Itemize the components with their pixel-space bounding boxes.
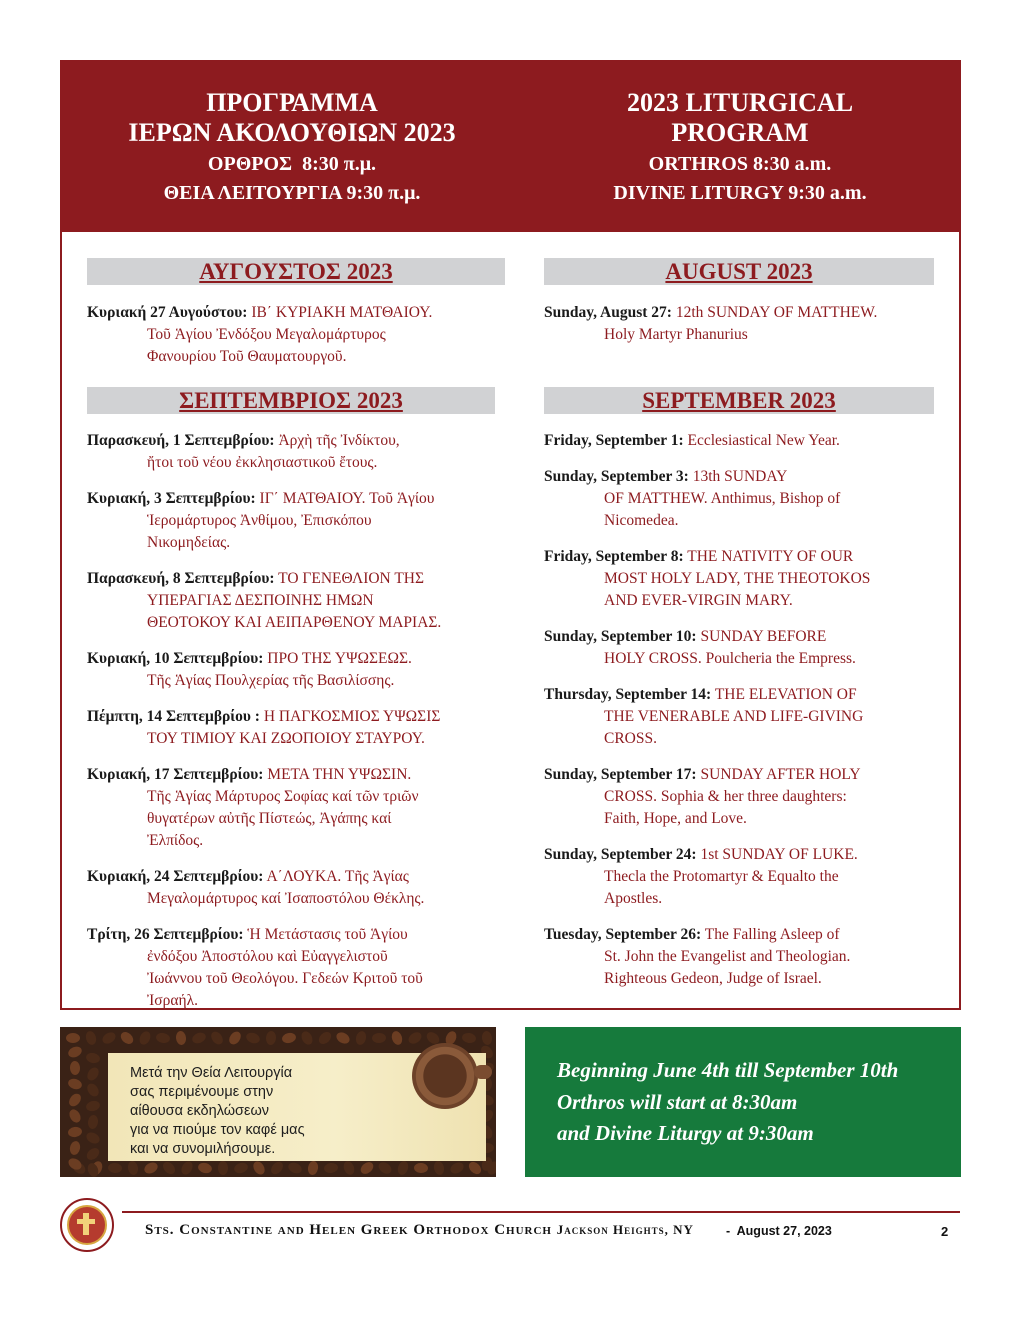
coffee-line: και να συνομιλήσουμε. — [130, 1141, 276, 1157]
coffee-line: αίθουσα εκδηλώσεων — [130, 1103, 270, 1119]
entry-detail-line: Nicomedea. — [604, 512, 679, 529]
banner-english-title-line2: PROGRAM — [671, 118, 809, 147]
entry-detail-line: ἐνδόξου Ἀποστόλου καὶ Εὐαγγελιστοῦ — [147, 948, 388, 965]
program-banner — [62, 62, 959, 232]
schedule-entry — [544, 626, 944, 670]
entry-detail-line: Φανουρίου Τοῦ Θαυματουργοῦ. — [147, 348, 347, 365]
entry-detail-line: Ἰσραήλ. — [147, 992, 198, 1009]
schedule-entry — [544, 684, 944, 750]
entry-date: Sunday, September 3: — [544, 468, 689, 485]
entry-detail-line: Τῆς Ἁγίας Πουλχερίας τῆς Βασιλίσσης. — [147, 672, 395, 689]
schedule-entry — [544, 924, 944, 990]
english-september-events — [544, 430, 944, 1004]
schedule-entry — [544, 302, 944, 346]
entry-detail-line: Apostles. — [604, 890, 663, 907]
entry-detail-line: AND EVER-VIRGIN MARY. — [604, 592, 793, 609]
entry-date: Παρασκευή, 1 Σεπτεμβρίου: — [87, 432, 275, 449]
banner-greek-orthros: ΟΡΘΡΟΣ 8:30 π.μ. — [207, 153, 377, 175]
schedule-entry — [87, 430, 507, 474]
coffee-line: σας περιμένουμε στην — [130, 1084, 274, 1100]
notice-line: Orthros will start at 8:30am — [557, 1089, 798, 1114]
coffee-cup-handle-icon — [474, 1065, 492, 1079]
footer-date: - August 27, 2023 — [726, 1224, 832, 1238]
entry-feast: Η ΠΑΓΚΟΣΜΙΟΣ ΥΨΩΣΙΣ — [259, 708, 441, 725]
entry-date: Κυριακή 27 Αυγούστου: — [87, 304, 248, 321]
entry-date: Friday, September 1: — [544, 432, 684, 449]
entry-detail-line: Τοῦ Ἁγίου Ἐνδόξου Μεγαλομάρτυρος — [147, 326, 386, 343]
schedule-entry — [87, 648, 507, 692]
entry-date: Κυριακή, 3 Σεπτεμβρίου: — [87, 490, 256, 507]
entry-detail-line: Τῆς Ἁγίας Μάρτυρος Σοφίας καί τῶν τριῶν — [147, 788, 419, 805]
entry-detail-line: Thecla the Protomartyr & Equalto the — [604, 868, 839, 885]
entry-date: Πέμπτη, 14 Σεπτεμβρίου : — [87, 708, 260, 725]
entry-detail-line: MOST HOLY LADY, THE THEOTOKOS — [604, 570, 871, 587]
notice-line: Beginning June 4th till September 10th — [557, 1058, 899, 1082]
entry-feast: ΜΕΤΑ ΤΗΝ ΥΨΩΣΙΝ. — [263, 766, 412, 783]
schedule-entry — [87, 764, 507, 852]
banner-greek — [72, 88, 512, 208]
entry-feast: The Falling Asleep of — [701, 926, 840, 943]
entry-detail-line: OF MATTHEW. Anthimus, Bishop of — [604, 490, 841, 507]
entry-date: Friday, September 8: — [544, 548, 684, 565]
entry-feast: SUNDAY BEFORE — [696, 628, 827, 645]
entry-detail-line: CROSS. Sophia & her three daughters: — [604, 788, 847, 805]
notice-text — [557, 1055, 957, 1150]
entry-detail-line: Μεγαλομάρτυρος καί Ἰσαποστόλου Θέκλης. — [147, 890, 425, 907]
entry-date: Παρασκευή, 8 Σεπτεμβρίου: — [87, 570, 275, 587]
greek-september-heading: ΣΕΠΤΕΜΒΡΙΟΣ 2023 — [87, 387, 495, 414]
entry-date: Κυριακή, 17 Σεπτεμβρίου: — [87, 766, 264, 783]
banner-english-liturgy: DIVINE LITURGY 9:30 a.m. — [613, 182, 867, 204]
schedule-entry — [87, 866, 507, 910]
schedule-entry — [544, 430, 944, 452]
coffee-hour-text — [130, 1064, 390, 1159]
entry-feast: ΠΡΟ ΤΗΣ ΥΨΩΣΕΩΣ. — [263, 650, 412, 667]
entry-detail-line: ΤΟΥ ΤΙΜΙΟΥ ΚΑΙ ΖΩΟΠΟΙΟΥ ΣΤΑΥΡΟΥ. — [147, 730, 425, 747]
entry-detail-line: ἤτοι τοῦ νέου ἐκκλησιαστικοῦ ἔτους. — [147, 454, 378, 471]
schedule-entry — [87, 924, 507, 1012]
page-number: 2 — [941, 1224, 949, 1239]
entry-detail-line: ΘΕΟΤΟΚΟΥ ΚΑΙ ΑΕΙΠΑΡΘΕΝΟΥ ΜΑΡΙΑΣ. — [147, 614, 442, 631]
entry-date: Sunday, September 24: — [544, 846, 697, 863]
english-august-events — [544, 302, 944, 360]
schedule-entry — [544, 546, 944, 612]
entry-date: Sunday, September 17: — [544, 766, 697, 783]
entry-feast: Ecclesiastical New Year. — [683, 432, 840, 449]
schedule-entry — [87, 302, 507, 368]
entry-detail-line: Righteous Gedeon, Judge of Israel. — [604, 970, 822, 987]
entry-feast: ΤΟ ΓΕΝΕΘΛΙΟΝ ΤΗΣ — [274, 570, 425, 587]
schedule-entry — [544, 764, 944, 830]
entry-feast: 12th SUNDAY OF MATTHEW. — [671, 304, 878, 321]
entry-detail-line: ΥΠΕΡΑΓΙΑΣ ΔΕΣΠΟΙΝΗΣ ΗΜΩΝ — [147, 592, 374, 609]
schedule-entry — [544, 466, 944, 532]
coffee-hour-panel — [60, 1027, 496, 1177]
entry-detail-line: HOLY CROSS. Poulcheria the Empress. — [604, 650, 856, 667]
banner-greek-title-line1: ΠΡΟΓΡΑΜΜΑ — [206, 88, 378, 117]
summer-schedule-notice — [525, 1027, 961, 1177]
greek-september-events — [87, 430, 507, 1026]
entry-detail-line: Faith, Hope, and Love. — [604, 810, 747, 827]
entry-detail-line: Νικομηδείας. — [147, 534, 231, 551]
entry-feast: Α΄ΛΟΥΚΑ. Τῆς Ἁγίας — [263, 868, 409, 885]
schedule-entry — [87, 488, 507, 554]
banner-english-orthros: ORTHROS 8:30 a.m. — [648, 153, 832, 175]
schedule-entry — [87, 568, 507, 634]
schedule-frame — [60, 60, 961, 1010]
coffee-line: Μετά την Θεία Λειτουργία — [130, 1065, 293, 1081]
entry-detail-line: Ἰωάννου τοῦ Θεολόγου. Γεδεών Κριτοῦ τοῦ — [147, 970, 423, 987]
coffee-line: για να πιούμε τον καφέ μας — [130, 1122, 305, 1138]
banner-english-title-line1: 2023 LITURGICAL — [626, 88, 854, 117]
entry-detail-line: THE VENERABLE AND LIFE-GIVING — [604, 708, 864, 725]
greek-august-events — [87, 302, 507, 382]
entry-feast: Ἀρχὴ τῆς Ἰνδίκτου, — [274, 432, 400, 449]
entry-feast: Ἡ Μετάστασις τοῦ Ἁγίου — [243, 926, 408, 943]
footer-location: Jackson Heights, NY — [556, 1222, 694, 1237]
entry-date: Sunday, August 27: — [544, 304, 672, 321]
entry-detail-line: Ἱερομάρτυρος Ἀνθίμου, Ἐπισκόπου — [147, 512, 372, 529]
entry-date: Tuesday, September 26: — [544, 926, 702, 943]
entry-detail-line: θυγατέρων αὐτῆς Πίστεώς, Ἀγάπης καί — [147, 810, 392, 827]
entry-detail-line: Holy Martyr Phanurius — [604, 326, 748, 343]
entry-feast: 1st SUNDAY OF LUKE. — [696, 846, 858, 863]
entry-date: Thursday, September 14: — [544, 686, 712, 703]
english-september-heading: SEPTEMBER 2023 — [544, 387, 934, 414]
schedule-entry — [87, 706, 507, 750]
entry-date: Κυριακή, 24 Σεπτεμβρίου: — [87, 868, 264, 885]
entry-feast: 13th SUNDAY — [688, 468, 788, 485]
banner-greek-liturgy: ΘΕΙΑ ΛΕΙΤΟΥΡΓΙΑ 9:30 π.μ. — [163, 182, 421, 204]
footer-church: Sts. Constantine and Helen Greek Orthodox Church — [145, 1222, 552, 1238]
entry-feast: ΙΒ΄ ΚΥΡΙΑΚΗ ΜΑΤΘΑΙΟΥ. — [247, 304, 433, 321]
entry-feast: THE NATIVITY OF OUR — [683, 548, 854, 565]
entry-date: Sunday, September 10: — [544, 628, 697, 645]
entry-feast: THE ELEVATION OF — [711, 686, 857, 703]
greek-august-heading: ΑΥΓΟΥΣΤΟΣ 2023 — [87, 258, 505, 285]
banner-greek-title-line2: ΙΕΡΩΝ ΑΚΟΛΟΥΘΙΩΝ 2023 — [128, 118, 456, 147]
notice-line: and Divine Liturgy at 9:30am — [557, 1121, 814, 1145]
english-august-heading: AUGUST 2023 — [544, 258, 934, 285]
entry-feast: ΙΓ΄ ΜΑΤΘΑΙΟΥ. Τοῦ Ἁγίου — [255, 490, 435, 507]
coffee-cup-icon — [412, 1043, 478, 1109]
entry-detail-line: CROSS. — [604, 730, 657, 747]
schedule-entry — [544, 844, 944, 910]
entry-feast: SUNDAY AFTER HOLY — [696, 766, 861, 783]
entry-date: Κυριακή, 10 Σεπτεμβρίου: — [87, 650, 264, 667]
entry-detail-line: Ἐλπίδος. — [147, 832, 204, 849]
church-seal-logo — [60, 1198, 114, 1252]
footer-church-name — [145, 1222, 694, 1239]
entry-date: Τρίτη, 26 Σεπτεμβρίου: — [87, 926, 244, 943]
banner-english — [520, 88, 960, 208]
entry-detail-line: St. John the Evangelist and Theologian. — [604, 948, 851, 965]
footer-divider — [122, 1211, 960, 1213]
